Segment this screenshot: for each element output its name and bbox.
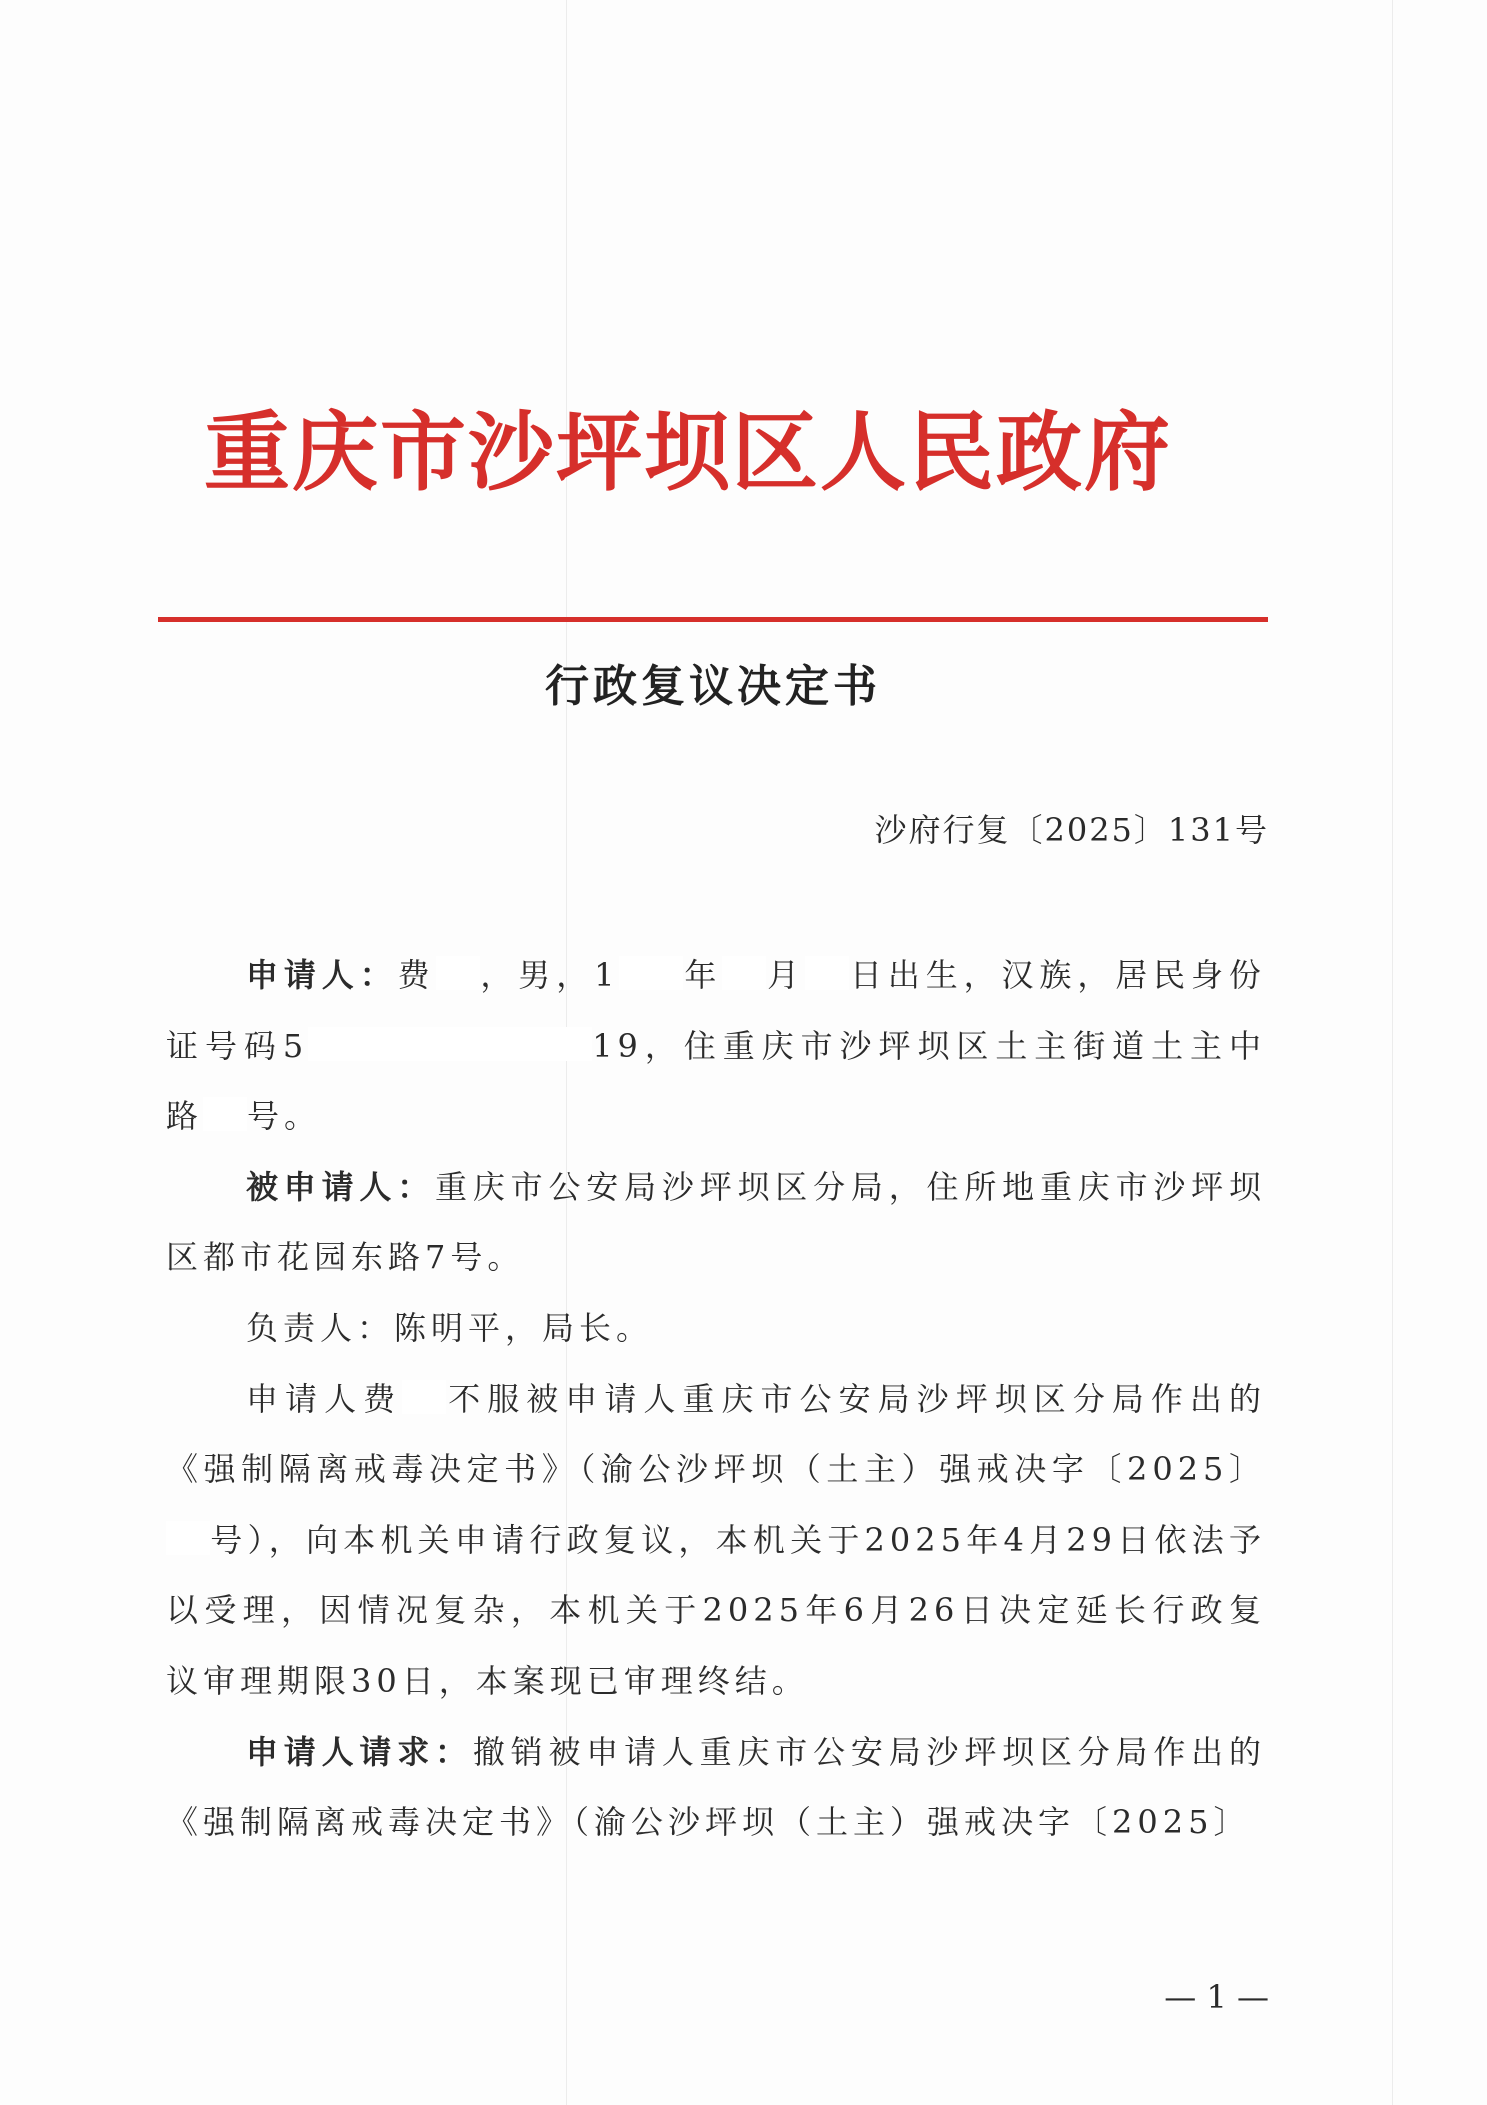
- applicant-address-end: 号。: [247, 1097, 322, 1136]
- facts-text-1: 申请人费: [246, 1379, 403, 1418]
- redaction-block: [722, 956, 766, 990]
- applicant-year-text: 年: [683, 956, 723, 994]
- applicant-surname: 费: [397, 956, 436, 994]
- facts-text-2: 不服被申请人重庆市公安局沙坪坝区分局作出的《强制隔离戒毒决定书》（渝公沙坪坝（土主）强戒决字〔2025〕: [166, 1379, 1266, 1489]
- issuing-authority-header: 重庆市沙坪坝区人民政府: [204, 402, 1172, 503]
- red-header-rule: [158, 617, 1268, 622]
- redaction-block: [402, 1380, 446, 1414]
- page-number: — 1 —: [1164, 1978, 1269, 2016]
- applicant-month-text: 月: [766, 956, 806, 994]
- applicant-birth-text: 日出生，汉族，居民身份证号码5: [166, 956, 1266, 1065]
- respondent-text: 重庆市公安局沙坪坝区分局，住所地重庆市沙坪坝区都市花园东路7号。: [166, 1167, 1266, 1277]
- applicant-paragraph: [166, 940, 1266, 1152]
- document-number: 沙府行复〔2025〕131号: [874, 811, 1269, 849]
- applicant-label: 申请人：: [246, 956, 398, 994]
- request-paragraph: [166, 1717, 1266, 1858]
- redaction-block: [436, 956, 480, 990]
- request-text: 撤销被申请人重庆市公安局沙坪坝区分局作出的《强制隔离戒毒决定书》（渝公沙坪坝（土主）强戒决字〔2025〕: [166, 1732, 1266, 1842]
- redaction-block: [308, 1027, 592, 1061]
- applicant-address-text: 19，住重庆市沙坪坝区土主街道土主中路: [166, 1026, 1266, 1136]
- respondent-label: 被申请人：: [246, 1167, 436, 1206]
- scan-fold-line: [1392, 0, 1393, 2105]
- facts-paragraph: [166, 1364, 1266, 1717]
- redaction-block: [619, 956, 683, 990]
- applicant-sex-text: ，男，1: [479, 956, 620, 994]
- document-body: [166, 940, 1266, 1858]
- document-title: 行政复议决定书: [545, 661, 881, 712]
- request-label: 申请人请求：: [246, 1732, 473, 1771]
- redaction-block: [203, 1097, 247, 1131]
- respondent-paragraph: [166, 1152, 1266, 1293]
- redaction-block: [805, 956, 849, 990]
- redaction-block: [166, 1521, 210, 1555]
- responsible-paragraph: 负责人：陈明平，局长。: [246, 1308, 654, 1347]
- facts-text-3: 号），向本机关申请行政复议，本机关于2025年4月29日依法予以受理，因情况复杂，本机关于2025年6月26日决定延长行政复议审理期限30日，本案现已审理终结。: [166, 1520, 1266, 1700]
